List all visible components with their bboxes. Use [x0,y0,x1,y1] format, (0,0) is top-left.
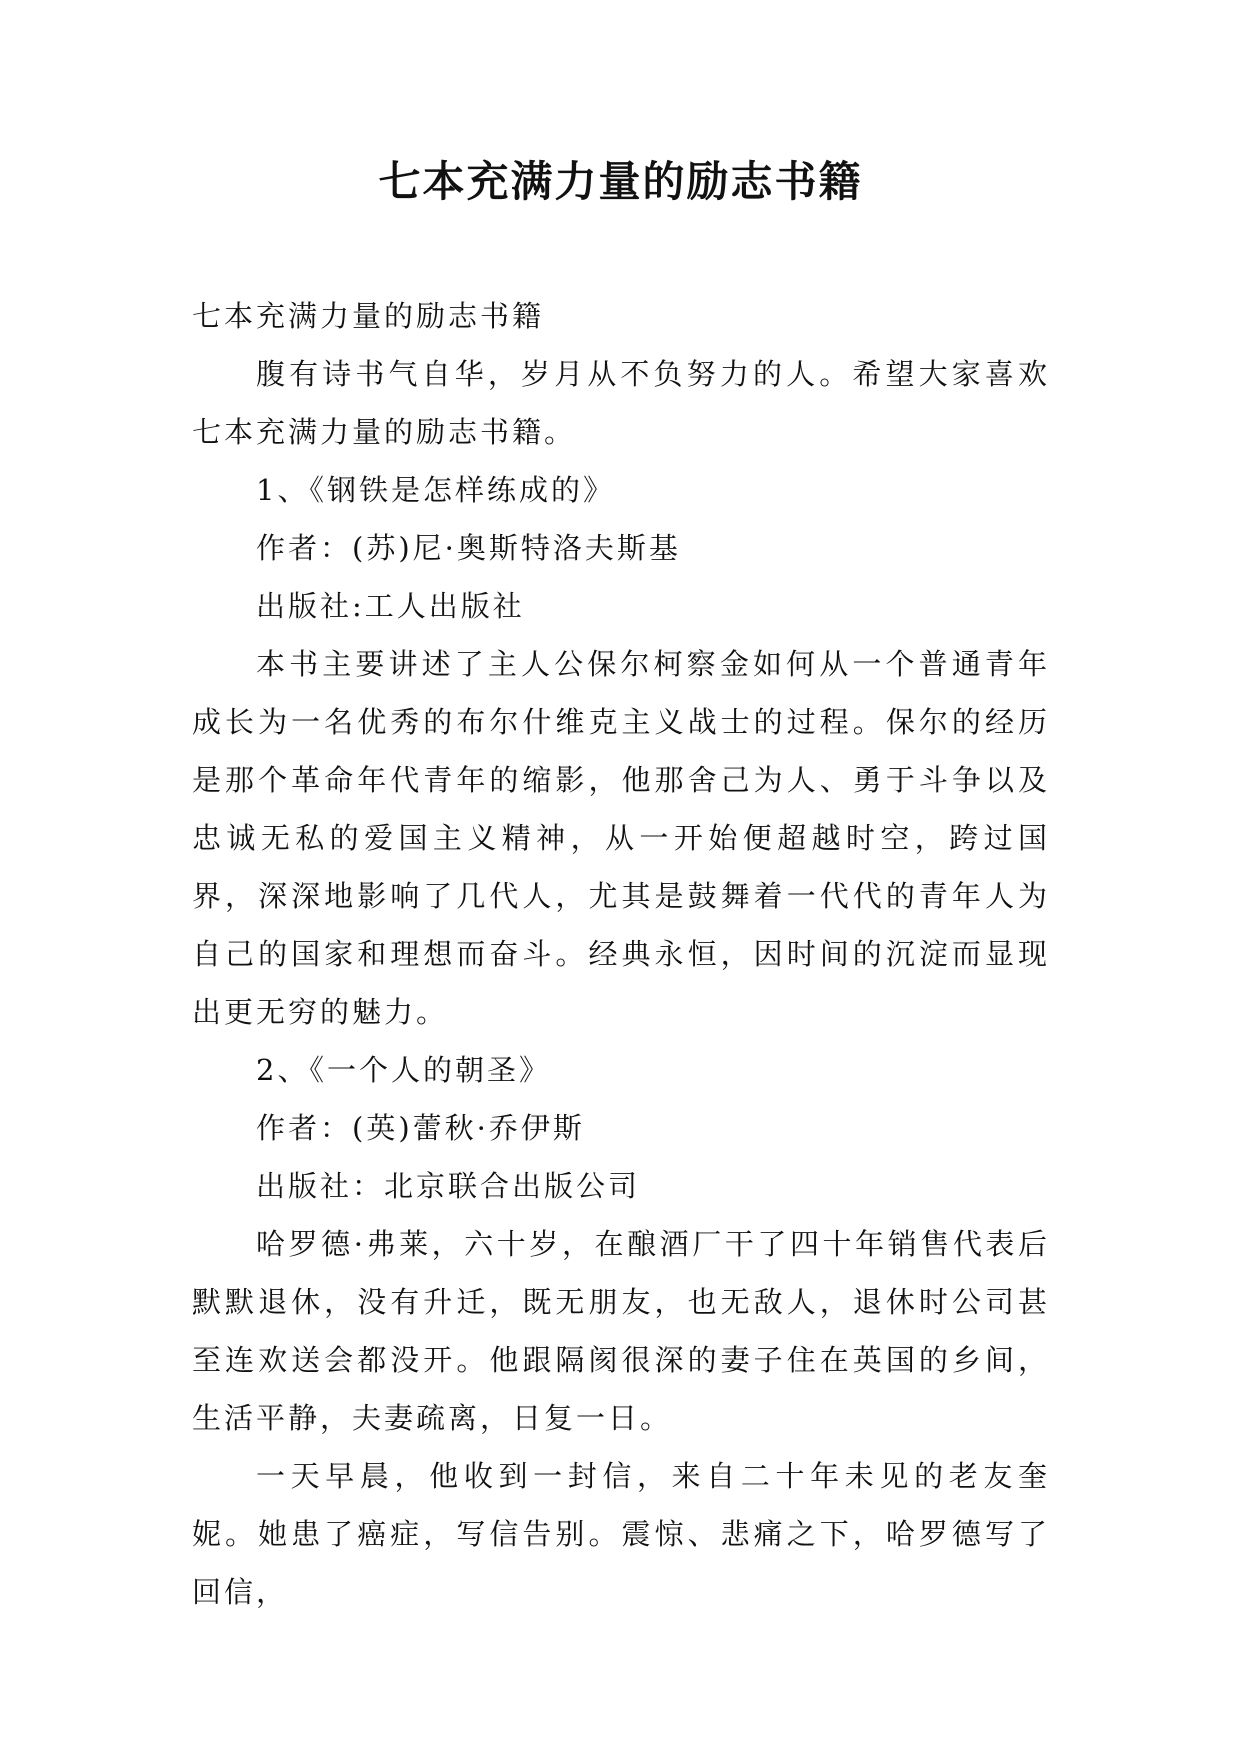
document-title: 七本充满力量的励志书籍 [378,157,863,206]
document-body [192,287,1050,1621]
book-2-author: 作者：(英)蕾秋·乔伊斯 [256,1111,585,1145]
intro-paragraph: 腹有诗书气自华，岁月从不负努力的人。希望大家喜欢七本充满力量的励志书籍。 [192,357,1050,449]
subtitle-paragraph: 七本充满力量的励志书籍 [192,299,545,333]
book-1-summary: 本书主要讲述了主人公保尔柯察金如何从一个普通青年成长为一名优秀的布尔什维克主义战士的过程。保尔的经历是那个革命年代青年的缩影，他那舍己为人、勇于斗争以及忠诚无私的爱国主义精神，从一开始便超越时空，跨过国界，深深地影响了几代人，尤其是鼓舞着一代代的青年人为自己的国家和理想而奋斗。经典永恒，因时间的沉淀而显现出更无穷的魅力。 [192,647,1050,1029]
book-2-publisher: 出版社：北京联合出版公司 [256,1169,641,1203]
book-2-summary-continued: 一天早晨，他收到一封信，来自二十年未见的老友奎妮。她患了癌症，写信告别。震惊、悲痛之下，哈罗德写了回信， [192,1459,1050,1609]
book-1-publisher: 出版社:工人出版社 [256,589,525,623]
book-2-summary: 哈罗德·弗莱，六十岁，在酿酒厂干了四十年销售代表后默默退休，没有升迁，既无朋友，也无敌人，退休时公司甚至连欢送会都没开。他跟隔阂很深的妻子住在英国的乡间，生活平静，夫妻疏离，日复一日。 [192,1227,1050,1435]
book-2-heading: 2、《一个人的朝圣》 [256,1053,551,1087]
book-1-heading: 1、《钢铁是怎样练成的》 [256,473,615,507]
book-1-author: 作者：(苏)尼·奥斯特洛夫斯基 [256,531,681,565]
